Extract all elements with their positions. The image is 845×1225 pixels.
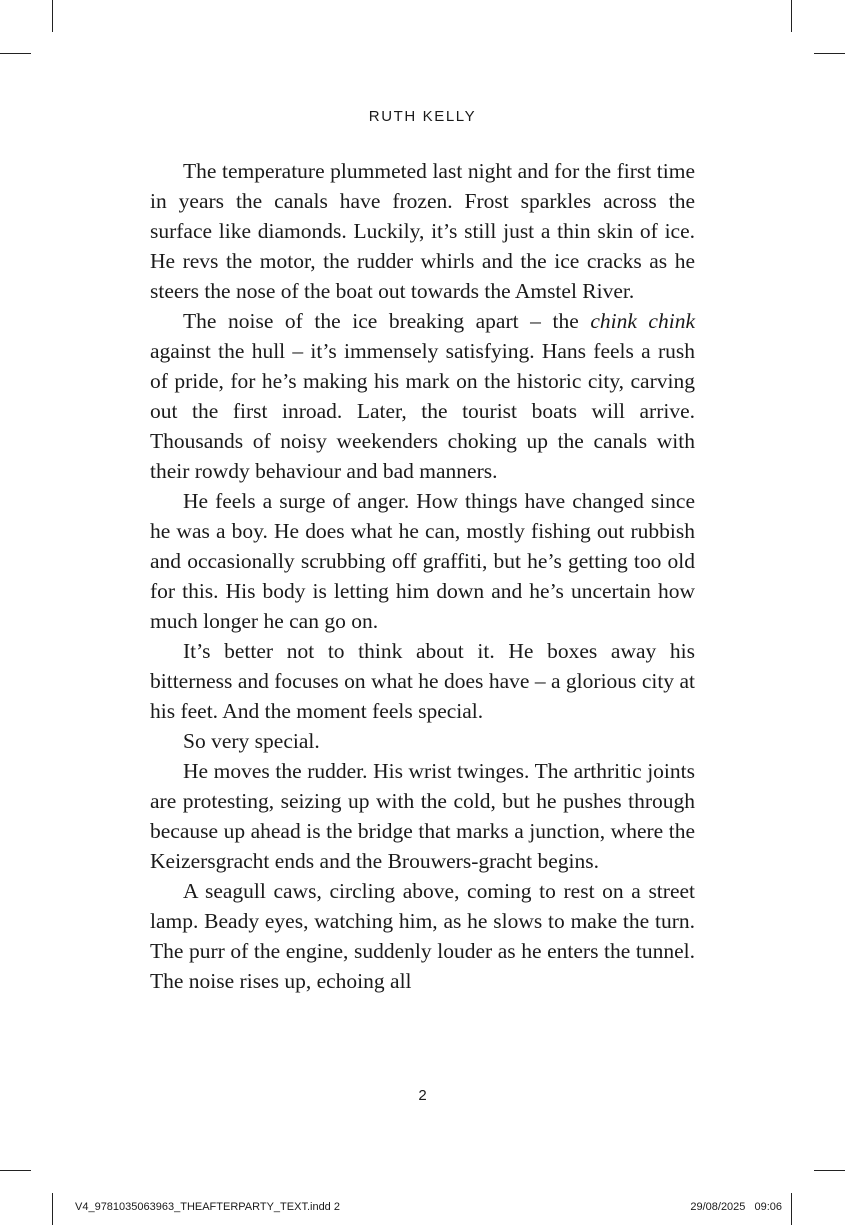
slug-datetime: 29/08/2025 09:06 bbox=[690, 1201, 782, 1213]
slug-file-name: V4_9781035063963_THEAFTERPARTY_TEXT.indd 2 bbox=[75, 1201, 340, 1213]
crop-mark-right-bottom bbox=[814, 1170, 845, 1171]
crop-mark-left-bottom bbox=[0, 1170, 31, 1171]
running-head: RUTH KELLY bbox=[368, 108, 477, 125]
crop-mark-top-left bbox=[52, 0, 53, 32]
page-number: 2 bbox=[418, 1087, 427, 1104]
paragraph: So very special. bbox=[183, 729, 320, 753]
italic-phrase: chink chink bbox=[590, 309, 695, 333]
paragraph: He feels a surge of anger. How things have changed since he was a boy. He does what he can, mostly fishing out rubbish and occasionally scrubbing off graffiti, but he’s getting too old for this. His body is letting him down and he’s uncertain how much longer he can go on. bbox=[150, 489, 695, 633]
paragraph: It’s better not to think about it. He boxes away his bitterness and focuses on what he does have – a glorious city at his feet. And the moment feels special. bbox=[150, 639, 695, 723]
crop-mark-bottom-right bbox=[791, 1193, 792, 1225]
crop-mark-right-top bbox=[814, 53, 845, 54]
paragraph: The temperature plummeted last night and for the first time in years the canals have frozen. Frost sparkles across the surface like diamonds. Luckily, it’s still just a thin skin of ice. He revs the motor, the rudder whirls and the ice cracks as he steers the nose of the boat out towards the Amstel River. bbox=[150, 159, 695, 303]
crop-mark-left-top bbox=[0, 53, 31, 54]
body-text bbox=[150, 156, 695, 996]
crop-mark-bottom-left bbox=[52, 1193, 53, 1225]
paragraph: He moves the rudder. His wrist twinges. The arthritic joints are protesting, seizing up with the cold, but he pushes through because up ahead is the bridge that marks a junction, where the Keizersgracht ends and the Brouwers-gracht begins. bbox=[150, 759, 695, 873]
paragraph: A seagull caws, circling above, coming to rest on a street lamp. Beady eyes, watching him, as he slows to make the turn. The purr of the engine, suddenly louder as he enters the tunnel. The noise rises up, echoing all bbox=[150, 879, 695, 993]
paragraph: The noise of the ice breaking apart – the chink chink against the hull – it’s immensely satisfying. Hans feels a rush of pride, for he’s making his mark on the historic city, carving out the first inroad. Later, the tourist boats will arrive. Thousands of noisy weekenders choking up the canals with their rowdy behaviour and bad manners. bbox=[150, 309, 695, 483]
crop-mark-top-right bbox=[791, 0, 792, 32]
